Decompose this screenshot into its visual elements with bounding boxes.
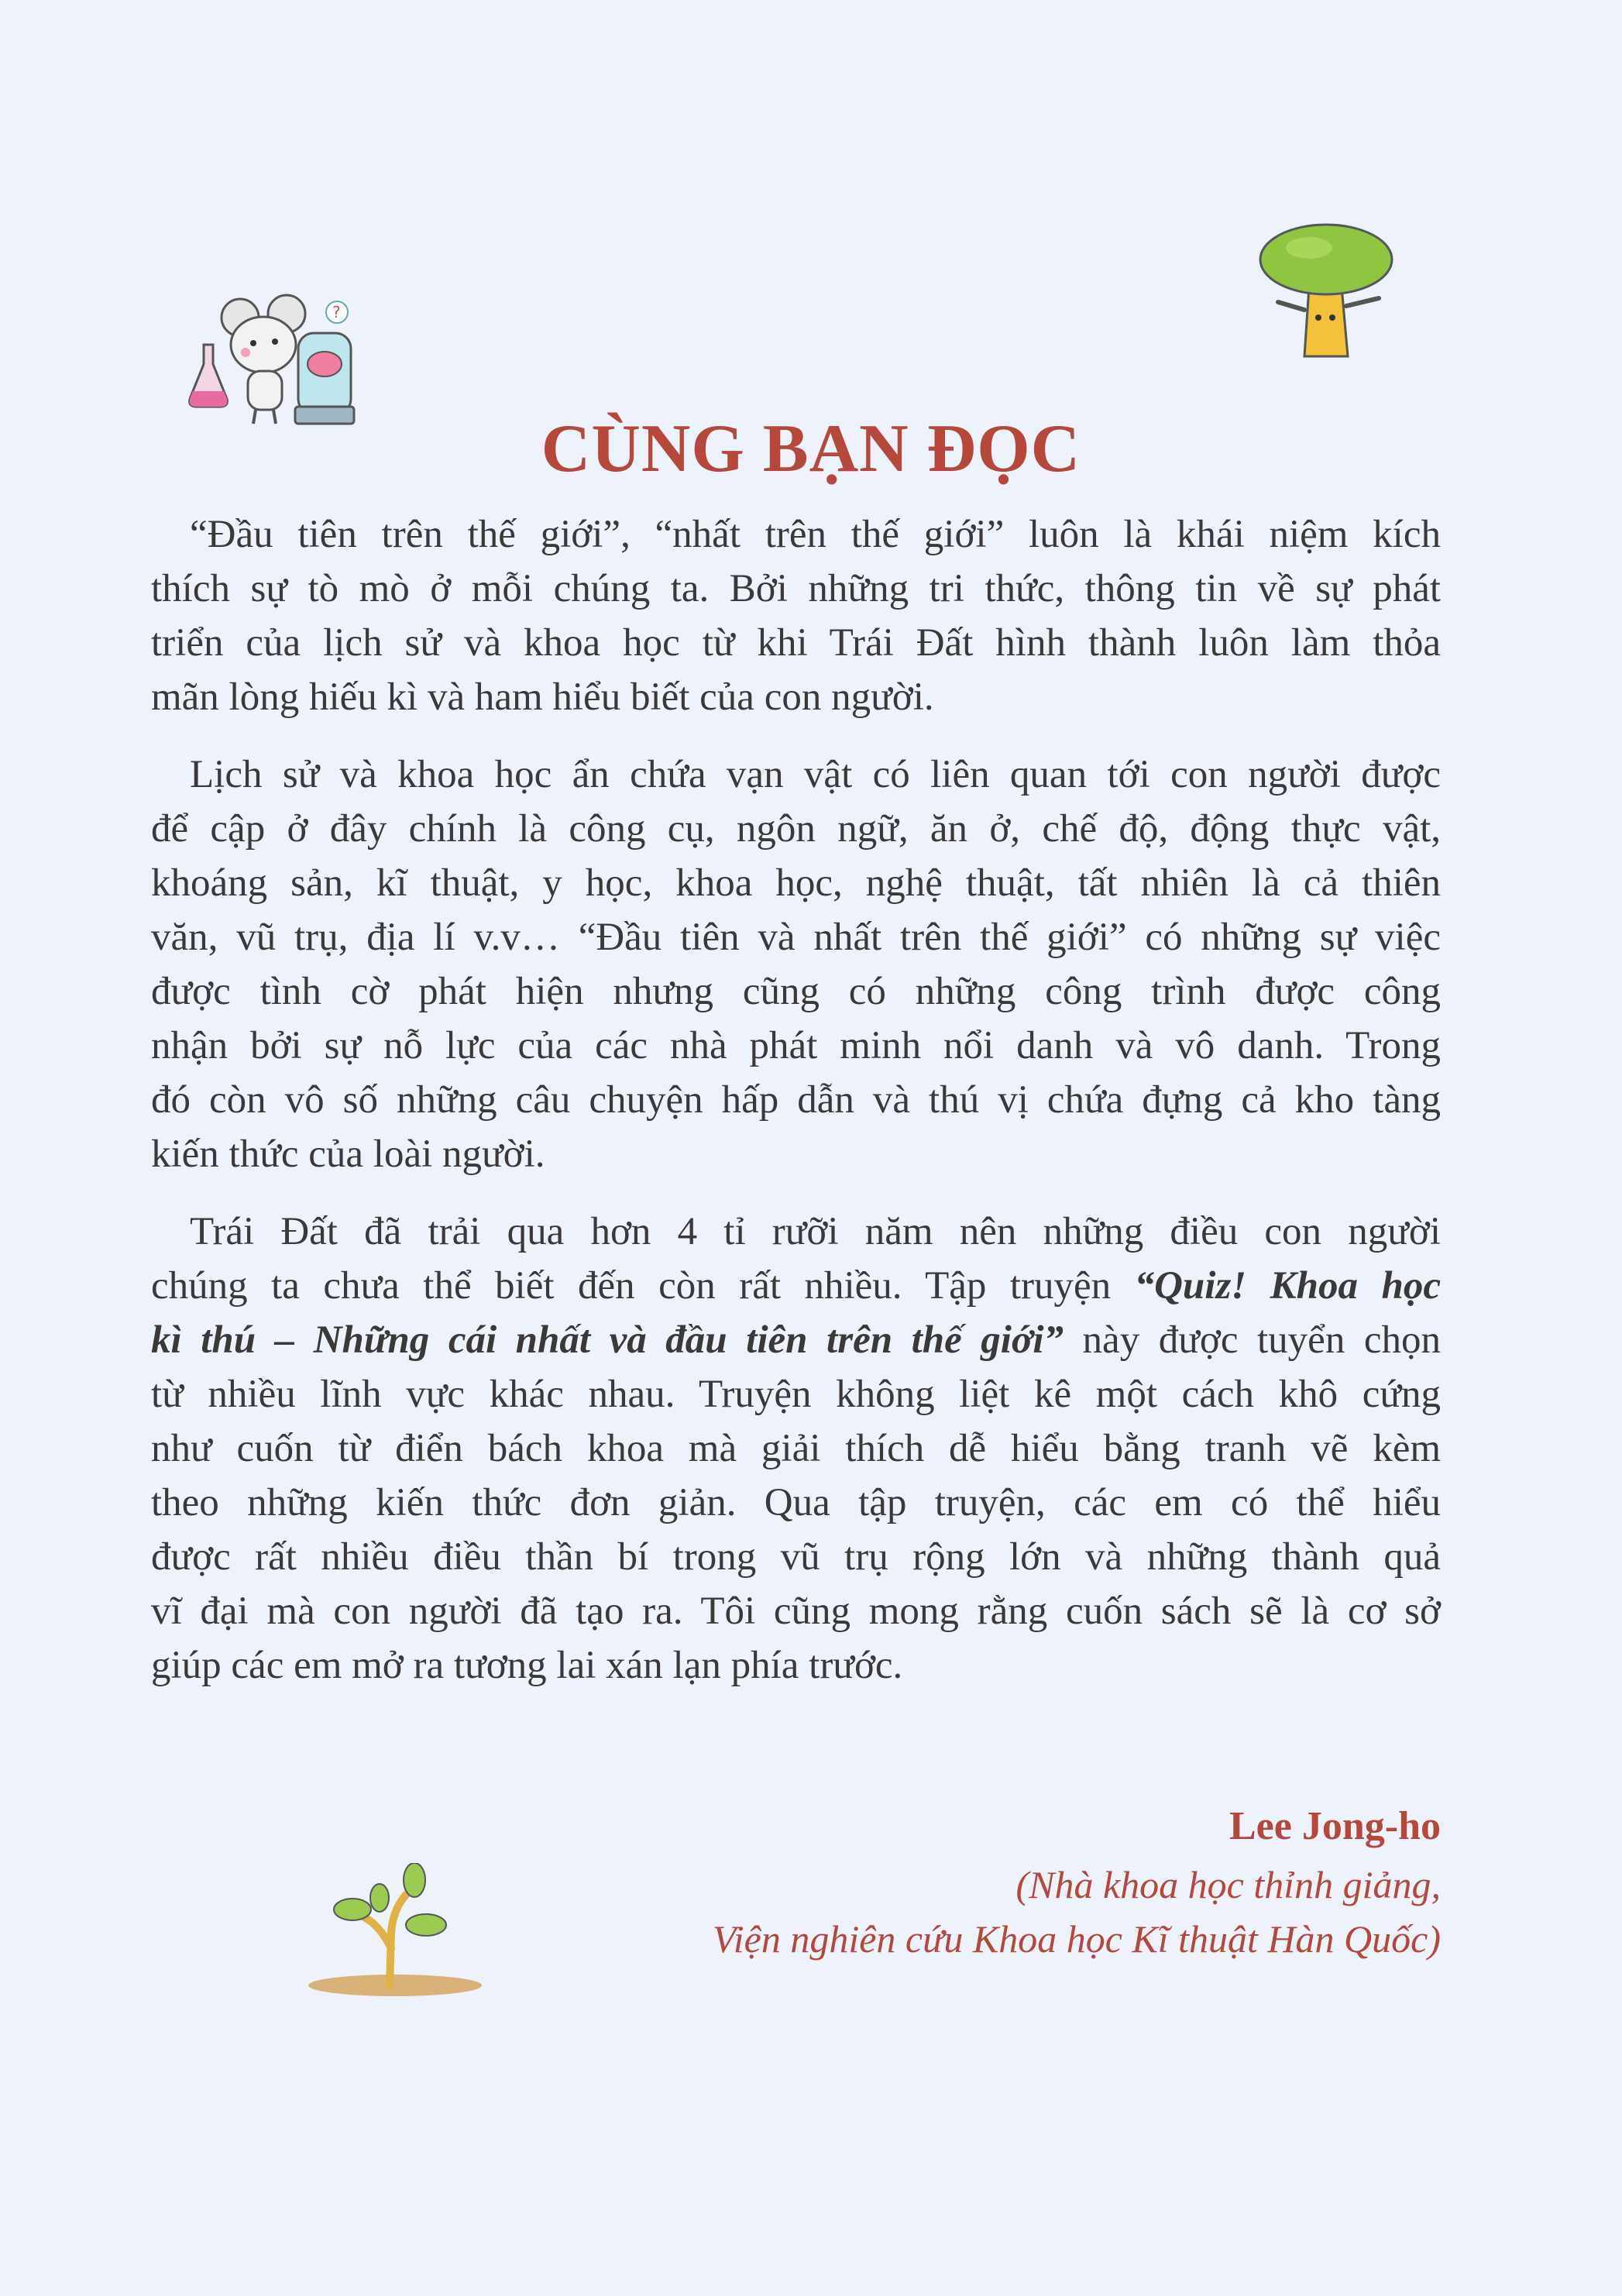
text-segment: mãn lòng hiếu kì và ham hiểu biết của con người.: [151, 675, 934, 719]
book-title-emphasis: kì thú – Những cái nhất và đầu tiên trên thế giới”: [151, 1318, 1064, 1362]
text-segment: văn, vũ trụ, địa lí v.v… “Đầu tiên và nhất trên thế giới” có những sự việc: [151, 916, 1441, 959]
text-segment: theo những kiến thức đơn giản. Qua tập truyện, các em có thể hiểu: [151, 1481, 1441, 1524]
text-segment: chúng ta chưa thể biết đến còn rất nhiều. Tập truyện: [151, 1264, 1135, 1308]
page-title: CÙNG BẠN ĐỌC: [541, 411, 1081, 486]
text-segment: như cuốn từ điển bách khoa mà giải thích dễ hiểu bằng tranh vẽ kèm: [151, 1427, 1441, 1470]
text-segment: giúp các em mở ra tương lai xán lạn phía trước.: [151, 1644, 903, 1687]
text-segment: vĩ đại mà con người đã tạo ra. Tôi cũng mong rằng cuốn sách sẽ là cơ sở: [151, 1590, 1441, 1633]
author-name: Lee Jong-ho: [1229, 1804, 1441, 1848]
text-line: [151, 1019, 1441, 1073]
text-line: [151, 1073, 1441, 1127]
text-segment: triển của lịch sử và khoa học từ khi Trái Đất hình thành luôn làm thỏa: [151, 621, 1441, 665]
mouse-icon: [222, 295, 305, 424]
foreword-body: [151, 507, 1441, 1716]
text-segment: Trái Đất đã trải qua hơn 4 tỉ rưỡi năm nên những điều con người: [190, 1210, 1441, 1253]
flask-icon: [190, 345, 228, 407]
text-line: [151, 748, 1441, 802]
text-line: [151, 1530, 1441, 1584]
text-segment: từ nhiều lĩnh vực khác nhau. Truyện không liệt kê một cách khô cứng: [151, 1373, 1441, 1416]
paragraph: [151, 1205, 1441, 1693]
paragraph: [151, 748, 1441, 1181]
text-line: [151, 1313, 1441, 1367]
text-segment: khoáng sản, kĩ thuật, y học, khoa học, nghệ thuật, tất nhiên là cả thiên: [151, 861, 1441, 905]
text-segment: được rất nhiều điều thần bí trong vũ trụ rộng lớn và những thành quả: [151, 1535, 1441, 1579]
text-line: [151, 1259, 1441, 1313]
text-line: [151, 507, 1441, 562]
author-signature: [713, 1796, 1441, 1966]
text-segment: đó còn vô số những câu chuyện hấp dẫn và thú vị chứa đựng cả kho tàng: [151, 1078, 1441, 1122]
text-segment: được tình cờ phát hiện nhưng cũng có những công trình được công: [151, 970, 1441, 1013]
text-line: [151, 1584, 1441, 1638]
author-affiliation-line2: Viện nghiên cứu Khoa học Kĩ thuật Hàn Quốc): [712, 1917, 1441, 1961]
text-line: [151, 856, 1441, 910]
book-title-emphasis: “Quiz! Khoa học: [1134, 1264, 1441, 1308]
text-line: [151, 1421, 1441, 1476]
text-segment: để cập ở đây chính là công cụ, ngôn ngữ, ăn ở, chế độ, động thực vật,: [151, 807, 1441, 851]
tree-illustration: [1255, 217, 1402, 360]
text-segment: thích sự tò mò ở mỗi chúng ta. Bởi những tri thức, thông tin về sự phát: [151, 567, 1441, 610]
svg-text:?: ?: [332, 303, 341, 321]
author-affiliation-line1: (Nhà khoa học thỉnh giảng,: [1015, 1863, 1441, 1906]
text-line: [151, 910, 1441, 964]
text-line: [151, 1205, 1441, 1259]
text-line: [151, 964, 1441, 1019]
text-line: [151, 670, 1441, 724]
text-line: [151, 802, 1441, 856]
text-segment: “Đầu tiên trên thế giới”, “nhất trên thế giới” luôn là khái niệm kích: [190, 513, 1441, 556]
text-line: [151, 1476, 1441, 1530]
text-line: [151, 1367, 1441, 1421]
paragraph: [151, 507, 1441, 724]
text-line: [151, 616, 1441, 670]
text-line: [151, 1127, 1441, 1181]
text-line: [151, 1638, 1441, 1693]
text-segment: Lịch sử và khoa học ẩn chứa vạn vật có liên quan tới con người được: [190, 753, 1441, 796]
text-segment: kiến thức của loài người.: [151, 1133, 545, 1176]
sprout-illustration: [306, 1863, 484, 2002]
text-segment: nhận bởi sự nỗ lực của các nhà phát minh nổi danh và vô danh. Trong: [151, 1024, 1441, 1067]
text-line: [151, 562, 1441, 616]
text-segment: này được tuyển chọn: [1064, 1318, 1441, 1362]
